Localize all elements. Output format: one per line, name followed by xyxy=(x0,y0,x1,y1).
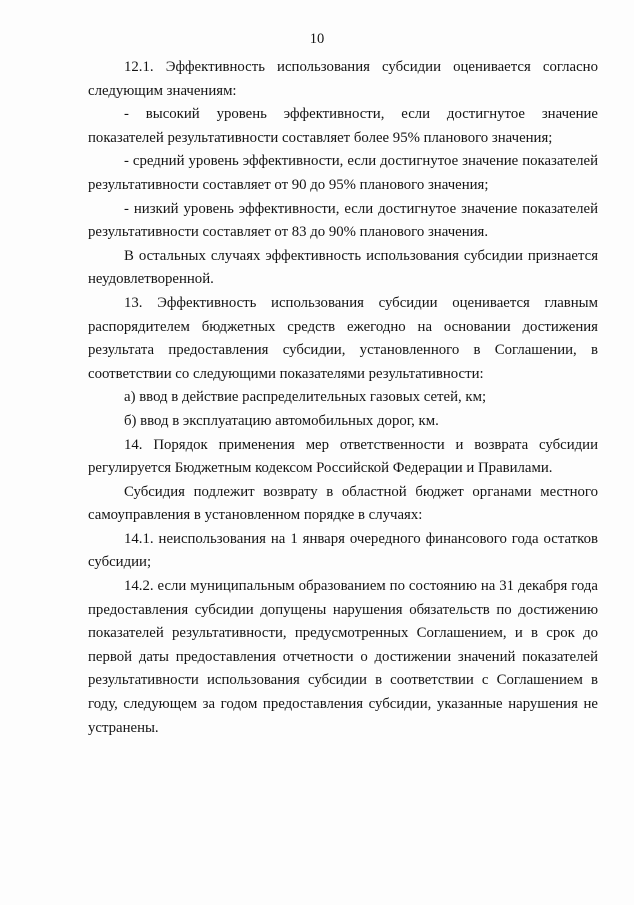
paragraph-unsatisfactory: В остальных случаях эффективность использования субсидии признается неудовлетворенной. xyxy=(88,247,598,288)
paragraph-13-b: б) ввод в эксплуатацию автомобильных дорог, км. xyxy=(124,412,439,429)
paragraph-14-2: 14.2. если муниципальным образованием по состоянию на 31 декабря года предоставления субсидии допущены нарушения обязательств по достижению показателей результативности, предусмотренных Соглашением, и в срок до первой даты предоставления отчетности о достижении значений показателей результативности использования субсидии в соответствии с Соглашением в году, следующем за годом предоставления субсидии, указанные нарушения не устранены. xyxy=(88,578,598,736)
document-body xyxy=(88,56,598,740)
paragraph-medium-level: - средний уровень эффективности, если достигнутое значение показателей результативности составляет от 90 до 95% планового значения; xyxy=(88,153,598,193)
paragraph-13: 13. Эффективность использования субсидии оценивается главным распорядителем бюджетных средств ежегодно на основании достижения результата предоставления субсидии, установленного в Соглашении, в соответствии со следующими показателями результативности: xyxy=(88,294,598,382)
paragraph-12-1: 12.1. Эффективность использования субсидии оценивается согласно следующим значениям: xyxy=(88,59,598,99)
paragraph-return: Субсидия подлежит возврату в областной бюджет органами местного самоуправления в установленном порядке в случаях: xyxy=(88,483,598,524)
paragraph-high-level: - высокий уровень эффективности, если достигнутое значение показателей результативности составляет более 95% планового значения; xyxy=(88,106,598,146)
paragraph-14: 14. Порядок применения мер ответственности и возврата субсидии регулируется Бюджетным кодексом Российской Федерации и Правилами. xyxy=(88,436,598,477)
paragraph-low-level: - низкий уровень эффективности, если достигнутое значение показателей результативности составляет от 83 до 90% планового значения. xyxy=(88,200,598,241)
page-number: 10 xyxy=(309,31,325,47)
paragraph-13-a: а) ввод в действие распределительных газовых сетей, км; xyxy=(124,389,487,406)
paragraph-14-1: 14.1. неиспользования на 1 января очередного финансового года остатков субсидии; xyxy=(88,530,598,571)
